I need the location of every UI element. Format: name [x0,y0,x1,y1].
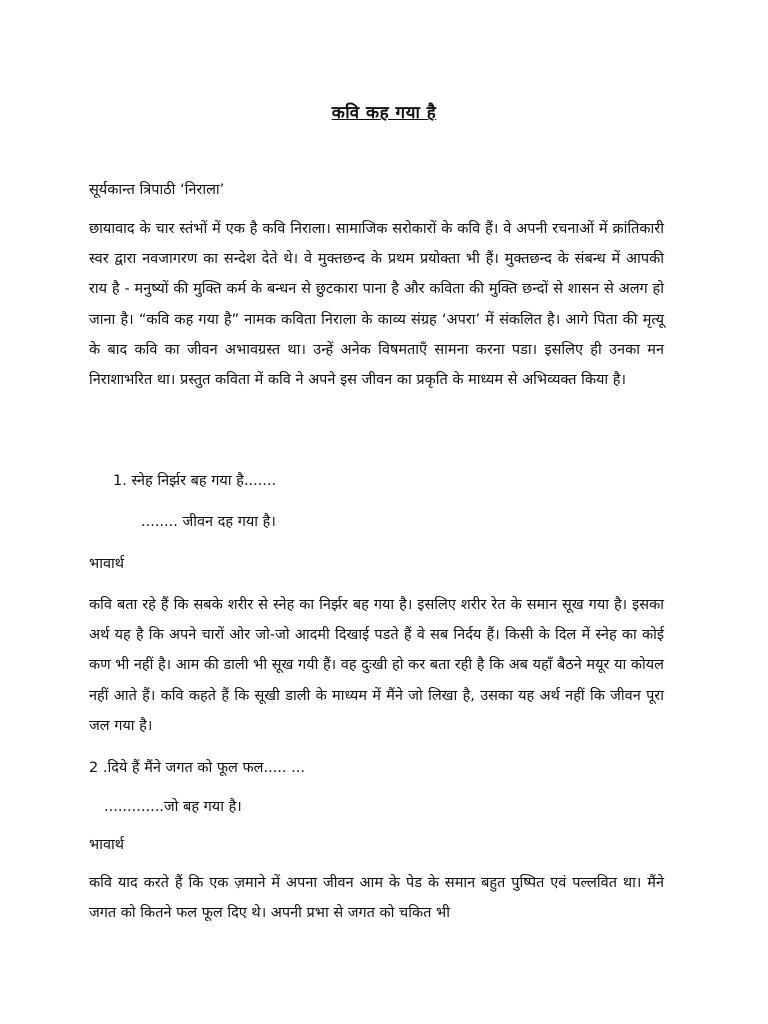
bhavarth-2-paragraph: कवि याद करते हैं कि एक ज़माने में अपना जीवन आम के पेड के समान बहुत पुष्पित एवं पल्लवित था। मैंने जगत को कितने फल फूल दिए थे। अपनी प्रभा से जगत को चकित भी [89,875,664,922]
verse-1-line-2: ........ जीवन दह गया है। [141,514,276,530]
document-title: कवि कह गया है [331,103,437,123]
verse-2-line-1: 2 .दिये हैं मैंने जगत को फूल फल..... ... [89,760,305,776]
bhavarth-1-heading: भावार्थ [89,556,125,572]
verse-2-line-2: .............जो बह गया है। [104,799,242,815]
intro-paragraph: छायावाद के चार स्तंभों में एक है कवि निराला। सामाजिक सरोकारों के कवि हैं। वे अपनी रचनाओं में क्रांतिकारी स्वर द्वारा नवजागरण का सन्देश देते थे। वे मुक्तछन्द के प्रथम प्रयोक्ता भी हैं। मुक्तछन्द के संबन्ध में आपकी राय है - मनुष्यों की मुक्ति कर्म के बन्धन से छुटकारा पाना है और कविता की मुक्ति छन्दों से शासन से अलग हो जाना है। “कवि कह गया है” नामक कविता निराला के काव्य संग्रह ‘अपरा’ में संकलित है। आगे पिता की मृत्यू के बाद कवि का जीवन अभावग्रस्त था। उन्हें अनेक विषमताएँ सामना करना पडा। इसलिए ही उनका मन निराशाभरित था। प्रस्तुत कविता में कवि ने अपने इस जीवन का प्रकृति के माध्यम से अभिव्यक्त किया है। [89,221,664,389]
author-name: सूर्यकान्त त्रिपाठी ‘निराला’ [89,182,225,198]
bhavarth-2-heading: भावार्थ [89,837,125,853]
verse-1-line-1: 1. स्नेह निर्झर बह गया है....... [113,473,277,489]
bhavarth-1-paragraph: कवि बता रहे हैं कि सबके शरीर से स्नेह का निर्झर बह गया है। इसलिए शरीर रेत के समान सूख गया है। इसका अर्थ यह है कि अपने चारों ओर जो-जो आदमी दिखाई पडते हैं वे सब निर्दय हैं। किसी के दिल में स्नेह का कोई कण भी नहीं है। आम की डाली भी सूख गयी हैं। वह दुःखी हो कर बता रही है कि अब यहाँ बैठने मयूर या कोयल नहीं आते हैं। कवि कहते हैं कि सूखी डाली के माध्यम में मैंने जो लिखा है, उसका यह अर्थ नहीं कि जीवन पूरा जल गया है। [89,597,664,734]
